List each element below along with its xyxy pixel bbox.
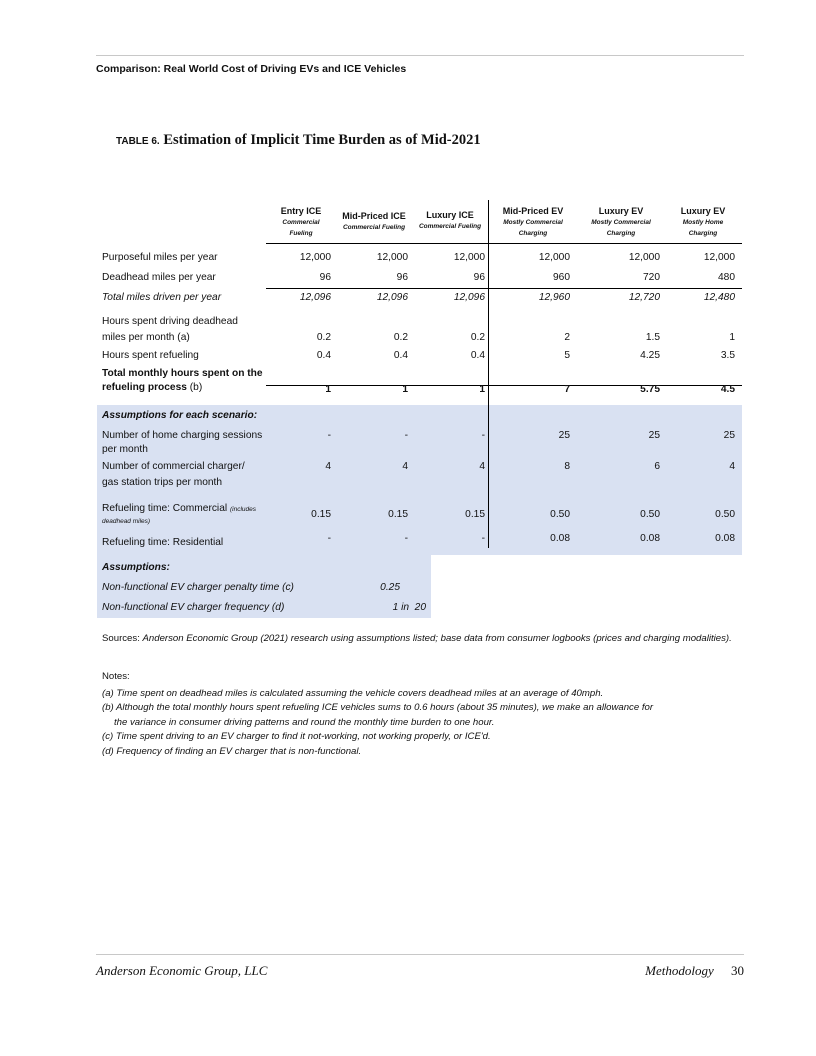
table-cell: 12,000 — [299, 252, 331, 263]
table-cell: 12,960 — [538, 292, 570, 303]
table-cell: 12,096 — [376, 292, 408, 303]
table-cell: 480 — [718, 272, 735, 283]
row-label: Number of home charging sessions per month — [102, 430, 263, 455]
notes: Notes: (a) Time spent on deadhead miles is calculated assuming the vehicle covers deadhead miles at an average of 40mph. (b) Although the total monthly hours spent refueling ICE vehicles sums to 0.6 hours (about 35 minutes), we make an allowance for the variance in consumer driving patterns and round the monthly time burden to one hour. (c) Time spent driving to an EV charger to find it not-working, not working properly, or ICE'd. (d) Frequency of finding an EV charger that is non-functional. — [102, 671, 654, 757]
table-cell: 0.50 — [715, 509, 735, 520]
table-cell: - — [327, 533, 331, 544]
penalty-value: 0.25 — [380, 582, 400, 593]
footer-section: Methodology — [645, 963, 714, 978]
table-title — [116, 132, 481, 149]
table-cell: - — [481, 430, 485, 441]
table-cell: 25 — [558, 430, 570, 441]
table-cell: 12,096 — [299, 292, 331, 303]
table-cell: 0.08 — [640, 533, 660, 544]
table-cell: 1 — [325, 384, 331, 395]
sources: Sources: Anderson Economic Group (2021) research using assumptions listed; base data from consumer logbooks (prices and charging modalities). — [102, 633, 732, 644]
table-cell: 0.08 — [550, 533, 570, 544]
table-title-text: Estimation of Implicit Time Burden as of Mid-2021 — [163, 132, 481, 148]
table-cell: 0.15 — [465, 509, 485, 520]
table-cell: 12,000 — [628, 252, 660, 263]
assumptions-box-heading: Assumptions: — [102, 562, 170, 573]
row-label: Refueling time: Residential — [102, 537, 224, 548]
footer-page-info — [645, 963, 744, 979]
table-cell: 12,000 — [538, 252, 570, 263]
row-label: Purposeful miles per year — [102, 252, 218, 263]
table-cell: 1 — [479, 384, 485, 395]
table-cell: 25 — [723, 430, 735, 441]
table-cell: - — [327, 430, 331, 441]
table-cell: 96 — [319, 272, 331, 283]
table-cell: 5.75 — [640, 384, 660, 395]
table-cell: 25 — [648, 430, 660, 441]
table-cell: 4.25 — [640, 350, 660, 361]
assumptions-heading: Assumptions for each scenario: — [102, 410, 258, 421]
table-cell: 5 — [564, 350, 570, 361]
table-cell: 12,480 — [703, 292, 735, 303]
table-cell: 1.5 — [645, 332, 660, 343]
table-cell: 12,000 — [376, 252, 408, 263]
table-cell: 0.4 — [316, 350, 331, 361]
frequency-label: Non-functional EV charger frequency (d) — [102, 602, 285, 613]
table-cell: 0.08 — [715, 533, 735, 544]
row-label: Deadhead miles per year — [102, 272, 216, 283]
table-cell: 6 — [654, 461, 660, 472]
table-cell: - — [404, 533, 408, 544]
table-cell: 4 — [479, 461, 485, 472]
table-cell: 12,000 — [453, 252, 485, 263]
column-header: Luxury EV Mostly Home Charging — [680, 206, 726, 237]
table-cell: 12,720 — [628, 292, 660, 303]
row-label: Hours spent driving deadhead miles per month (a) — [102, 316, 238, 343]
penalty-label: Non-functional EV charger penalty time (c) — [102, 582, 294, 593]
table-cell: 4 — [729, 461, 735, 472]
table-cell: 960 — [553, 272, 570, 283]
table-cell: 720 — [643, 272, 660, 283]
column-header: Mid-Priced EV Mostly Commercial Charging — [502, 206, 564, 237]
table-cell: 0.50 — [550, 509, 570, 520]
ice-ev-divider — [488, 200, 489, 548]
table-cell: 0.4 — [470, 350, 485, 361]
column-header: Entry ICE Commercial Fueling — [280, 206, 322, 237]
row-label: Refueling time: Commercial (includes deadhead miles) — [102, 503, 256, 525]
table-cell: 4 — [402, 461, 408, 472]
table-cell: 3.5 — [720, 350, 735, 361]
table-cell: 0.15 — [388, 509, 408, 520]
table-cell: 0.4 — [393, 350, 408, 361]
row-label: Total monthly hours spent on the refueling process (b) — [102, 368, 263, 393]
footer-rule — [96, 954, 744, 955]
table-cell: 1 — [729, 332, 735, 343]
column-header: Luxury ICE Commercial Fueling — [418, 210, 482, 230]
table-cell: 7 — [564, 384, 570, 395]
row-label: Total miles driven per year — [102, 292, 222, 303]
row-label: Hours spent refueling — [102, 350, 199, 361]
footer-company: Anderson Economic Group, LLC — [96, 963, 268, 978]
header-rule — [96, 55, 744, 56]
row-label: Number of commercial charger/ gas station trips per month — [102, 461, 245, 488]
table-cell: 0.50 — [640, 509, 660, 520]
table-label: TABLE 6. — [116, 136, 160, 147]
table-cell: 96 — [473, 272, 485, 283]
table-cell: 4.5 — [720, 384, 735, 395]
table-cell: 96 — [396, 272, 408, 283]
frequency-value: 1 in 20 — [392, 602, 426, 613]
document-header-title: Comparison: Real World Cost of Driving EVs and ICE Vehicles — [96, 63, 407, 75]
table-cell: 2 — [564, 332, 570, 343]
table-cell: - — [404, 430, 408, 441]
table-cell: 0.15 — [311, 509, 331, 520]
column-header: Luxury EV Mostly Commercial Charging — [591, 206, 651, 237]
column-header-rule — [266, 243, 742, 244]
table-cell: 4 — [325, 461, 331, 472]
column-header: Mid-Priced ICE Commercial Fueling — [342, 211, 406, 231]
subtotal-rule — [266, 288, 742, 289]
table-cell: 12,096 — [453, 292, 485, 303]
table-cell: 8 — [564, 461, 570, 472]
table-cell: 12,000 — [703, 252, 735, 263]
table-cell: 0.2 — [393, 332, 408, 343]
page-number: 30 — [731, 963, 744, 978]
table-cell: 1 — [402, 384, 408, 395]
table-cell: 0.2 — [470, 332, 485, 343]
table-cell: 0.2 — [316, 332, 331, 343]
table-cell: - — [481, 533, 485, 544]
